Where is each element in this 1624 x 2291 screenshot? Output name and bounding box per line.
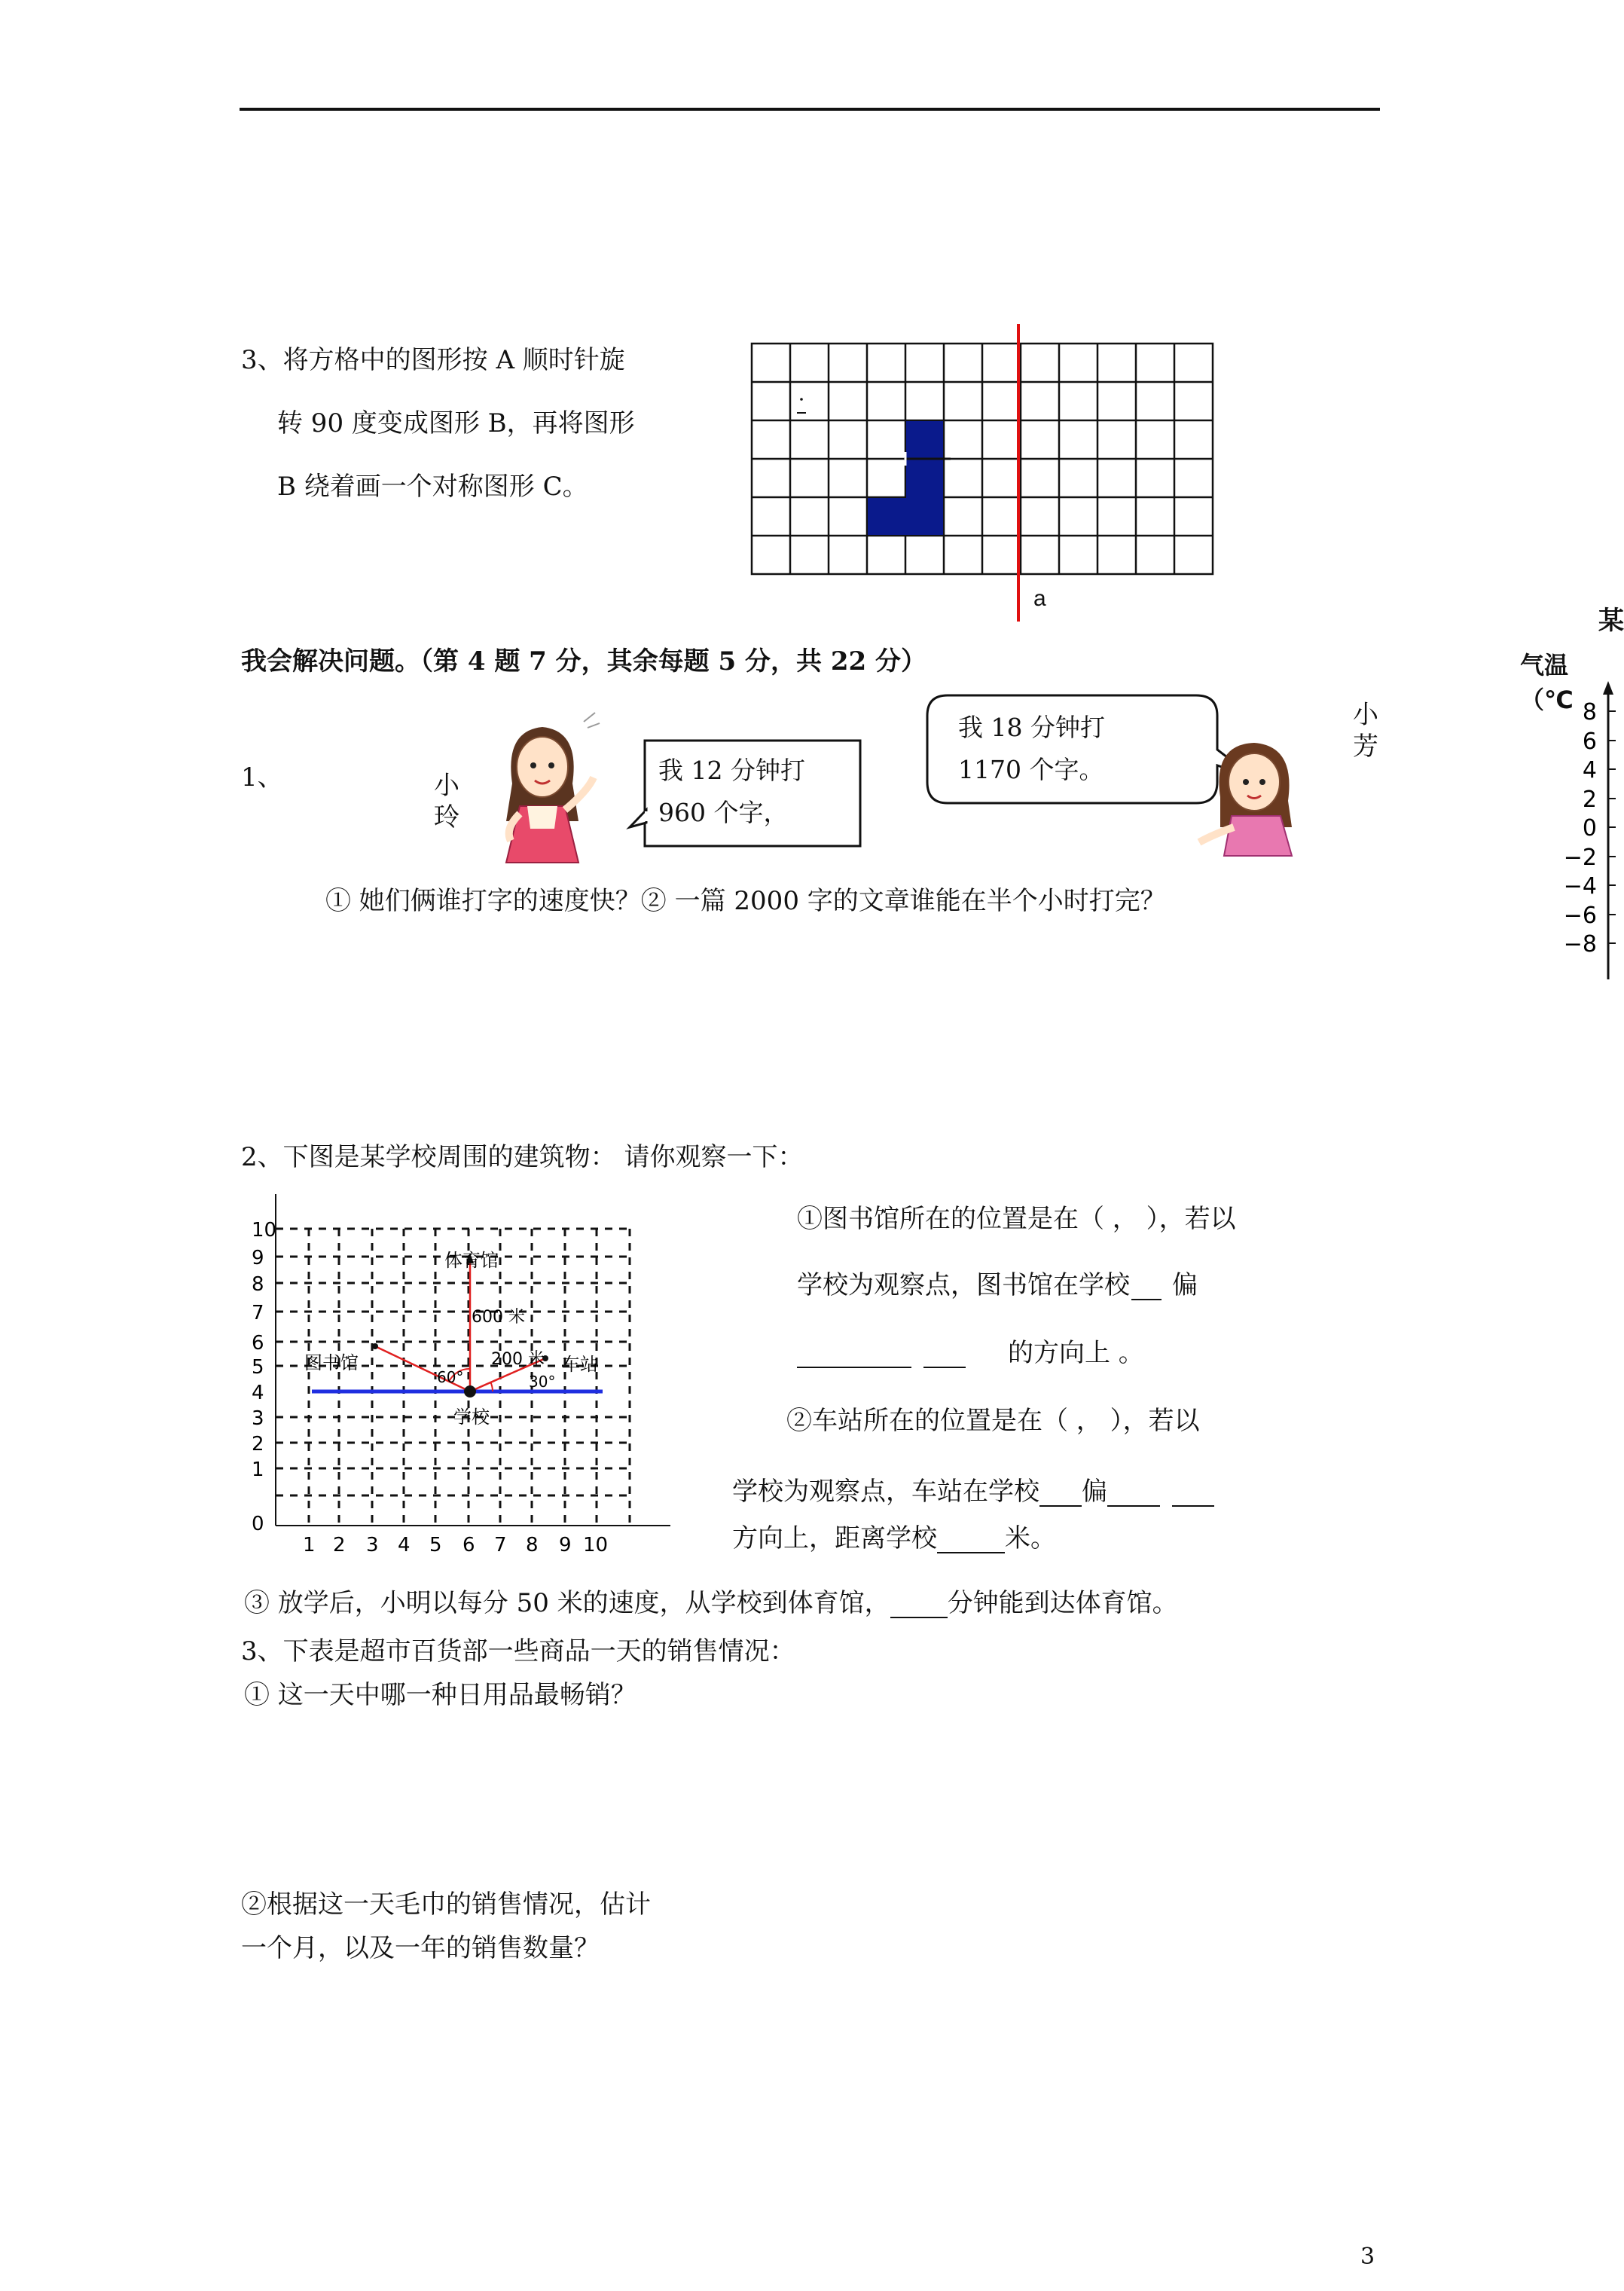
blank-direction-1[interactable] — [1131, 1299, 1162, 1300]
map-ytick-7: 7 — [252, 1302, 264, 1324]
p2-q1-line-2b: 偏 — [1172, 1270, 1198, 1300]
right-bubble-line-1: 我 18 分钟打 — [958, 713, 1105, 742]
map-label-angle-station: 30° — [529, 1373, 556, 1391]
left-bubble-text — [658, 750, 805, 834]
q3-line-3: B 绕着画一个对称图形 C。 — [277, 472, 588, 502]
shape-a — [867, 420, 944, 536]
p2-q2-line-2b: 偏 — [1082, 1477, 1107, 1507]
side-tick-7: −6 — [1563, 903, 1597, 929]
problem3-intro: 3、下表是超市百货部一些商品一天的销售情况： — [241, 1636, 795, 1666]
map-xtick-7: 7 — [494, 1534, 507, 1556]
p2-q2-line-2 — [732, 1477, 1214, 1507]
problem1-questions: ① 她们俩谁打字的速度快？② 一篇 2000 字的文章谁能在半个小时打完？ — [325, 886, 1166, 916]
header-rule — [240, 108, 1380, 111]
school-map-figure — [226, 1194, 678, 1563]
page-number: 3 — [1360, 2244, 1375, 2270]
problem3-q1: ① 这一天中哪一种日用品最畅销？ — [244, 1680, 636, 1710]
map-xtick-10: 10 — [583, 1534, 609, 1556]
p2-q3 — [244, 1588, 1178, 1618]
p2-q2-line-3a: 方向上，距离学校 — [732, 1523, 937, 1553]
problem1-number: 1、 — [241, 762, 283, 793]
map-label-station: 车站 — [562, 1354, 598, 1375]
problem3-q2-line-1: ②根据这一天毛巾的销售情况，估计 — [241, 1889, 651, 1920]
side-tick-8: −8 — [1563, 931, 1597, 958]
side-tick-0: 8 — [1582, 699, 1597, 725]
map-xtick-9: 9 — [559, 1534, 572, 1556]
map-xtick-5: 5 — [429, 1534, 442, 1556]
side-tick-6: −4 — [1563, 873, 1597, 900]
side-tick-4: 0 — [1582, 815, 1597, 842]
map-label-dist-station: 200 米 — [491, 1350, 545, 1369]
map-xtick-8: 8 — [526, 1534, 539, 1556]
side-tick-2: 4 — [1582, 757, 1597, 784]
q3-line-2: 转 90 度变成图形 B，再将图形 — [277, 408, 635, 438]
side-tick-1: 6 — [1582, 729, 1597, 755]
side-temperature-chart — [1514, 678, 1619, 987]
girl-xiaoling-illustration — [482, 708, 603, 866]
blank-minutes[interactable] — [890, 1617, 948, 1618]
p2-q3-b: 分钟能到达体育馆。 — [947, 1588, 1178, 1618]
blank-direction-2[interactable] — [797, 1367, 911, 1368]
map-xtick-2: 2 — [333, 1534, 346, 1556]
map-label-dist-gym: 600 米 — [472, 1308, 525, 1327]
map-ytick-8: 8 — [252, 1273, 264, 1296]
side-tick-3: 2 — [1582, 787, 1597, 813]
p2-q2-line-2a: 学校为观察点，车站在学校 — [732, 1477, 1039, 1507]
section-heading: 我会解决问题。（第 4 题 7 分，其余每题 5 分，共 22 分） — [241, 646, 926, 677]
p2-q1-line-1: ①图书馆所在的位置是在（ ， ），若以 — [797, 1204, 1236, 1234]
map-ytick-9: 9 — [252, 1247, 264, 1269]
p2-q2-line-1: ②车站所在的位置是在（ ， ），若以 — [786, 1406, 1200, 1436]
map-ytick-5: 5 — [252, 1356, 264, 1379]
map-label-angle-library: 60° — [437, 1368, 464, 1386]
girl-xiaofang-illustration — [1190, 729, 1311, 857]
map-label-gym: 体育馆 — [444, 1250, 499, 1271]
map-xtick-4: 4 — [398, 1534, 411, 1556]
name-xiaoling: 小玲 — [434, 771, 459, 832]
right-bubble-text — [958, 707, 1105, 791]
map-label-library: 图书馆 — [304, 1352, 359, 1373]
p2-q1-line-2a: 学校为观察点，图书馆在学校 — [797, 1270, 1130, 1300]
p2-q1-line-2 — [797, 1270, 1198, 1300]
blank-direction-3[interactable] — [923, 1367, 966, 1368]
map-xtick-3: 3 — [366, 1534, 379, 1556]
rotation-grid-figure — [746, 316, 1243, 625]
map-ytick-4: 4 — [252, 1382, 264, 1404]
map-ytick-2: 2 — [252, 1433, 264, 1456]
p2-q2-line-3b: 米。 — [1005, 1523, 1056, 1553]
axis-label-a: a — [1033, 586, 1046, 611]
p2-q1-line-3-text: 的方向上 。 — [1008, 1338, 1144, 1368]
map-ytick-6: 6 — [252, 1332, 264, 1355]
grid-lines — [752, 344, 1213, 574]
p2-q1-line-3 — [797, 1338, 1144, 1368]
right-bubble-line-2: 1170 个字。 — [958, 755, 1104, 784]
blank-station-dir-1[interactable] — [1039, 1505, 1082, 1507]
side-chart-ylabel: 气温（℃ — [1520, 651, 1574, 714]
blank-station-dir-2[interactable] — [1107, 1505, 1160, 1507]
blank-station-distance[interactable] — [937, 1552, 1005, 1553]
school-point — [464, 1385, 476, 1398]
map-ytick-3: 3 — [252, 1407, 264, 1430]
left-bubble-line-2: 960 个字， — [658, 798, 789, 827]
side-chart-title-fragment: 某 — [1598, 606, 1624, 636]
p2-q2-line-3 — [732, 1523, 1056, 1553]
name-xiaofang: 小芳 — [1353, 700, 1378, 762]
map-ytick-1: 1 — [252, 1459, 264, 1481]
map-xtick-6: 6 — [462, 1534, 475, 1556]
map-label-school: 学校 — [453, 1407, 490, 1428]
map-ytick-10: 10 — [252, 1219, 277, 1242]
map-xtick-1: 1 — [303, 1534, 316, 1556]
problem2-intro: 2、下图是某学校周围的建筑物： 请你观察一下： — [241, 1142, 804, 1172]
problem3-q2-line-2: 一个月，以及一年的销售数量？ — [241, 1933, 600, 1963]
left-bubble-line-1: 我 12 分钟打 — [658, 756, 805, 785]
blank-station-dir-3[interactable] — [1172, 1505, 1214, 1507]
map-ytick-0: 0 — [252, 1513, 264, 1535]
side-tick-5: −2 — [1563, 845, 1597, 871]
p2-q3-a: ③ 放学后，小明以每分 50 米的速度，从学校到体育馆， — [244, 1588, 890, 1618]
q3-line-1: 3、将方格中的图形按 A 顺时针旋 — [241, 345, 625, 375]
